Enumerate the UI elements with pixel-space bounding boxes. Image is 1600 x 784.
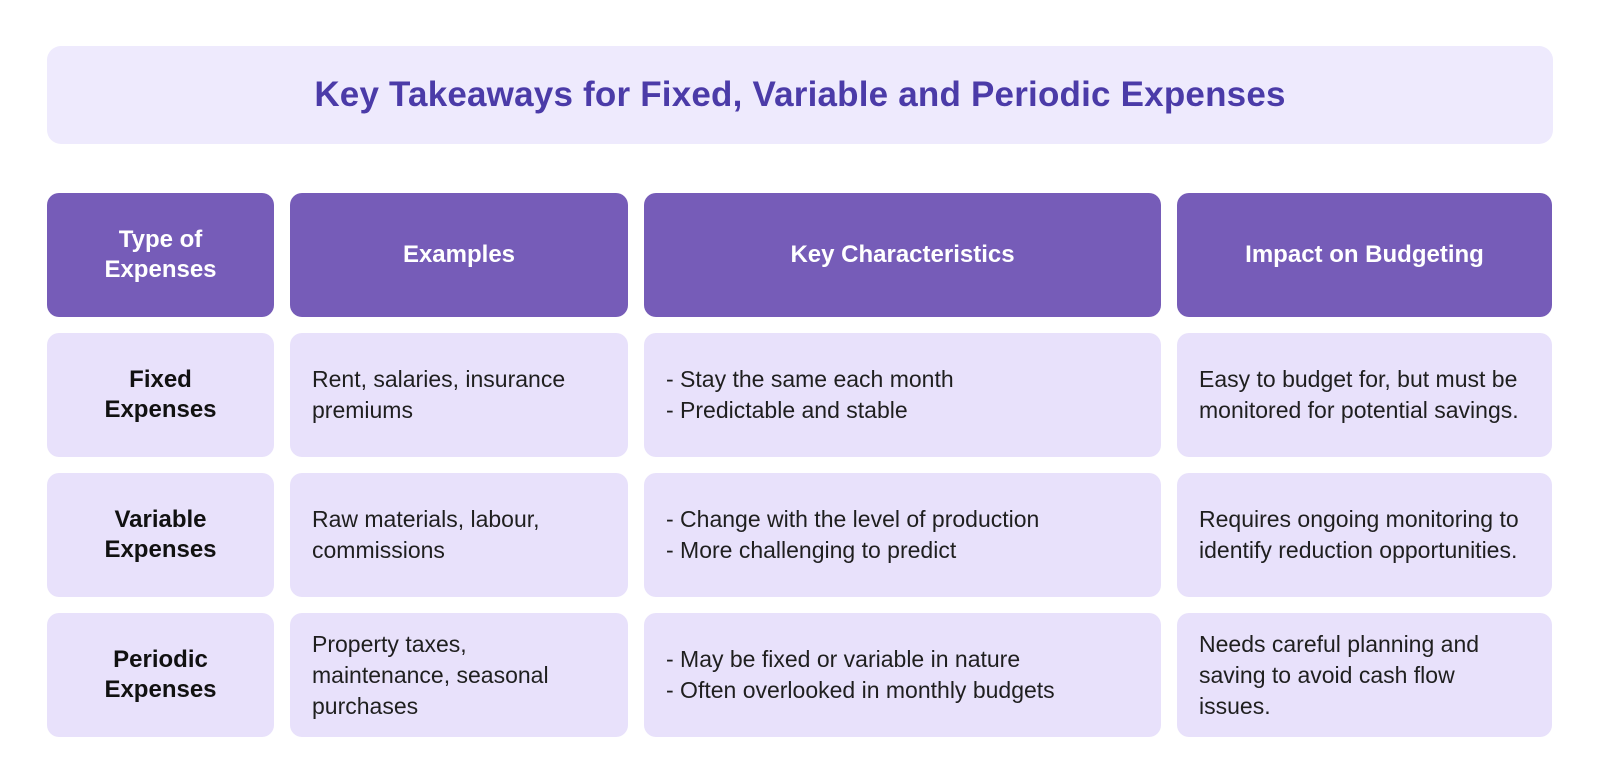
header-label: Type of Expenses [104,226,217,283]
header-impact-on-budgeting: Impact on Budgeting [1177,193,1552,317]
type-label: Fixed Expenses [104,366,217,423]
row-examples-variable: Raw materials, labour, commissions [290,473,628,597]
row-impact-periodic: Needs careful planning and saving to avoid cash flow issues. [1177,613,1552,737]
row-impact-fixed: Easy to budget for, but must be monitored for potential savings. [1177,333,1552,457]
type-label: Variable Expenses [104,506,217,563]
type-label: Periodic Expenses [104,646,217,703]
header-examples: Examples [290,193,628,317]
characteristic-line: - More challenging to predict [666,537,957,563]
row-type-variable [47,473,274,597]
row-impact-variable: Requires ongoing monitoring to identify reduction opportunities. [1177,473,1552,597]
characteristic-line: - May be fixed or variable in nature [666,646,1021,672]
row-examples-fixed: Rent, salaries, insurance premiums [290,333,628,457]
title-banner [47,46,1553,144]
row-characteristics-periodic [644,613,1161,737]
row-characteristics-variable [644,473,1161,597]
row-type-fixed [47,333,274,457]
row-type-periodic [47,613,274,737]
characteristic-line: - Often overlooked in monthly budgets [666,677,1055,703]
header-key-characteristics: Key Characteristics [644,193,1161,317]
row-characteristics-fixed [644,333,1161,457]
page-title: Key Takeaways for Fixed, Variable and Periodic Expenses [314,75,1286,114]
characteristic-line: - Change with the level of production [666,506,1040,532]
characteristic-line: - Stay the same each month [666,366,954,392]
row-examples-periodic: Property taxes, maintenance, seasonal purchases [290,613,628,737]
characteristic-line: - Predictable and stable [666,397,908,423]
expenses-table [47,193,1552,737]
header-type-of-expenses [47,193,274,317]
